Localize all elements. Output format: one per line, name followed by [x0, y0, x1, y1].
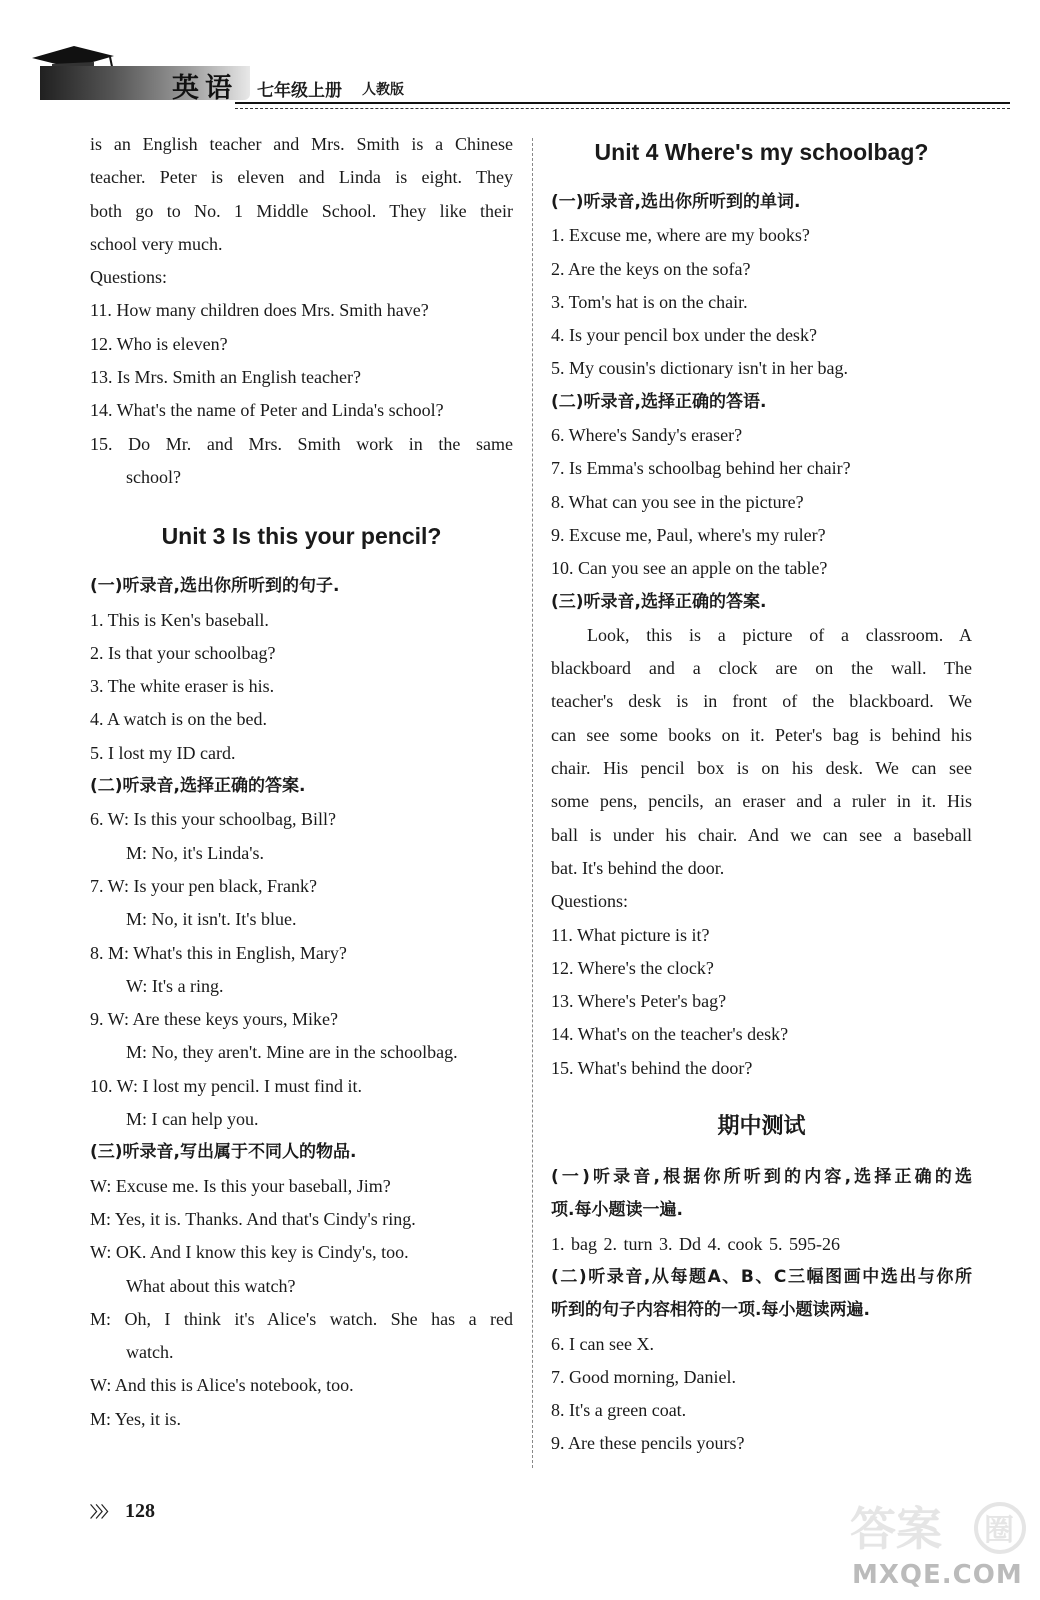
- list-item: 2. Is that your schoolbag?: [90, 642, 276, 663]
- dialogue-line: 9. W: Are these keys yours, Mike?: [90, 1009, 338, 1030]
- passage-line: ball is under his chair. And we can see a baseball: [551, 824, 972, 845]
- dialogue-line: W: Excuse me. Is this your baseball, Jim?: [90, 1175, 391, 1196]
- list-item: 5. I lost my ID card.: [90, 742, 236, 763]
- dialogue-line: M: No, it isn't. It's blue.: [126, 909, 297, 930]
- list-item: 5. My cousin's dictionary isn't in her bag.: [551, 358, 848, 379]
- dialogue-line: 6. W: Is this your schoolbag, Bill?: [90, 809, 336, 830]
- dialogue-line: M: I can help you.: [126, 1109, 259, 1130]
- list-item: 7. Is Emma's schoolbag behind her chair?: [551, 458, 851, 479]
- text-line: school very much.: [90, 233, 223, 254]
- subject-label: 英语: [172, 73, 238, 104]
- dialogue-line: M: Yes, it is. Thanks. And that's Cindy's ring.: [90, 1208, 416, 1229]
- svg-text:圈: 圈: [984, 1513, 1014, 1548]
- dialogue-line: 7. W: Is your pen black, Frank?: [90, 875, 317, 896]
- text-line: both go to No. 1 Middle School. They like their: [90, 200, 513, 221]
- unit4-title: Unit 4 Where's my schoolbag?: [594, 139, 929, 165]
- list-item: 9. Excuse me, Paul, where's my ruler?: [551, 524, 826, 545]
- dialogue-line: M: Oh, I think it's Alice's watch. She has a red: [90, 1308, 513, 1329]
- section-heading: (一)听录音,选出你所听到的句子.: [90, 576, 340, 597]
- question-item: 13. Where's Peter's bag?: [551, 991, 727, 1012]
- midterm-title: 期中测试: [717, 1114, 806, 1140]
- section-heading: (一)听录音,选出你所听到的单词.: [551, 192, 801, 212]
- list-item: 4. A watch is on the bed.: [90, 709, 267, 730]
- list-item: 9. Are these pencils yours?: [551, 1433, 745, 1454]
- passage-line: blackboard and a clock are on the wall. The: [551, 658, 972, 679]
- passage-line: Look, this is a picture of a classroom. A: [587, 624, 972, 645]
- passage-line: bat. It's behind the door.: [551, 857, 725, 878]
- watermark-text: MXQE.COM: [852, 1560, 1023, 1590]
- question-item: 12. Where's the clock?: [551, 957, 714, 978]
- right-column: [551, 128, 972, 1461]
- dialogue-line: M: No, they aren't. Mine are in the schoolbag.: [126, 1042, 458, 1063]
- section-heading: (二)听录音,选择正确的答语.: [551, 391, 767, 412]
- question-item: 11. What picture is it?: [551, 924, 710, 945]
- list-item: 1. Excuse me, where are my books?: [551, 225, 810, 246]
- page-header: [0, 0, 1040, 110]
- list-item: 6. Where's Sandy's eraser?: [551, 425, 743, 446]
- text-line: is an English teacher and Mrs. Smith is a Chinese: [90, 134, 513, 154]
- section-heading: (二)听录音,选择正确的答案.: [90, 776, 306, 797]
- list-item: 3. The white eraser is his.: [90, 676, 275, 697]
- dialogue-line: W: And this is Alice's notebook, too.: [90, 1375, 354, 1396]
- dialogue-line: What about this watch?: [126, 1275, 296, 1296]
- question-item-cont: school?: [126, 466, 181, 487]
- page-footer: [90, 1500, 155, 1523]
- header-rule: [235, 102, 1010, 109]
- list-item: 4. Is your pencil box under the desk?: [551, 325, 817, 346]
- list-item: 8. It's a green coat.: [551, 1400, 687, 1421]
- question-item: 13. Is Mrs. Smith an English teacher?: [90, 367, 361, 388]
- list-item: 6. I can see X.: [551, 1333, 654, 1354]
- section-heading-cont: 项.每小题读一遍.: [551, 1200, 683, 1221]
- grade-label: 七年级上册: [257, 81, 342, 101]
- left-column: [90, 128, 513, 1436]
- passage-line: teacher's desk is in front of the blackboard. We: [551, 691, 972, 712]
- list-item: 7. Good morning, Daniel.: [551, 1366, 736, 1387]
- question-item: 15. Do Mr. and Mrs. Smith work in the same: [90, 433, 513, 454]
- list-item: 3. Tom's hat is on the chair.: [551, 291, 748, 312]
- passage-line: some pens, pencils, an eraser and a ruler in it. His: [551, 791, 972, 812]
- dialogue-line: W: OK. And I know this key is Cindy's, too.: [90, 1242, 409, 1263]
- questions-label: Questions:: [90, 267, 168, 288]
- answer-list: 1. bag 2. turn 3. Dd 4. cook 5. 595-26: [551, 1233, 840, 1254]
- list-item: 2. Are the keys on the sofa?: [551, 258, 751, 279]
- page-number: 128: [125, 1500, 156, 1522]
- question-item: 14. What's on the teacher's desk?: [551, 1024, 789, 1045]
- section-heading: (三)听录音,选择正确的答案.: [551, 591, 767, 612]
- section-heading: (三)听录音,写出属于不同人的物品.: [90, 1142, 357, 1163]
- svg-text:答案: 答案: [850, 1502, 942, 1556]
- passage-line: can see some books on it. Peter's bag is behind his: [551, 724, 972, 745]
- dialogue-line: 8. M: What's this in English, Mary?: [90, 942, 347, 963]
- list-item: 10. Can you see an apple on the table?: [551, 558, 828, 579]
- unit3-title: Unit 3 Is this your pencil?: [161, 523, 442, 550]
- dialogue-line: watch.: [126, 1342, 174, 1363]
- section-heading: (一)听录音,根据你所听到的内容,选择正确的选: [551, 1167, 972, 1188]
- question-item: 12. Who is eleven?: [90, 333, 228, 354]
- question-item: 14. What's the name of Peter and Linda's school?: [90, 400, 444, 421]
- question-item: 15. What's behind the door?: [551, 1057, 753, 1078]
- column-divider: [532, 138, 533, 1468]
- section-heading: (二)听录音,从每题A、B、C三幅图画中选出与你所: [551, 1266, 972, 1287]
- dialogue-line: M: Yes, it is.: [90, 1408, 182, 1429]
- dialogue-line: M: No, it's Linda's.: [126, 842, 264, 863]
- dialogue-line: 10. W: I lost my pencil. I must find it.: [90, 1075, 362, 1096]
- chevrons-icon: 〉〉〉: [90, 1505, 115, 1521]
- question-item: 11. How many children does Mrs. Smith have?: [90, 300, 429, 321]
- edition-label: 人教版: [362, 82, 404, 98]
- list-item: 1. This is Ken's baseball.: [90, 609, 269, 630]
- passage-line: chair. His pencil box is on his desk. We can see: [551, 758, 972, 779]
- questions-label: Questions:: [551, 891, 629, 912]
- text-line: teacher. Peter is eleven and Linda is eight. They: [90, 167, 513, 188]
- dialogue-line: W: It's a ring.: [126, 975, 224, 996]
- list-item: 8. What can you see in the picture?: [551, 491, 804, 512]
- section-heading-cont: 听到的句子内容相符的一项.每小题读两遍.: [551, 1300, 870, 1321]
